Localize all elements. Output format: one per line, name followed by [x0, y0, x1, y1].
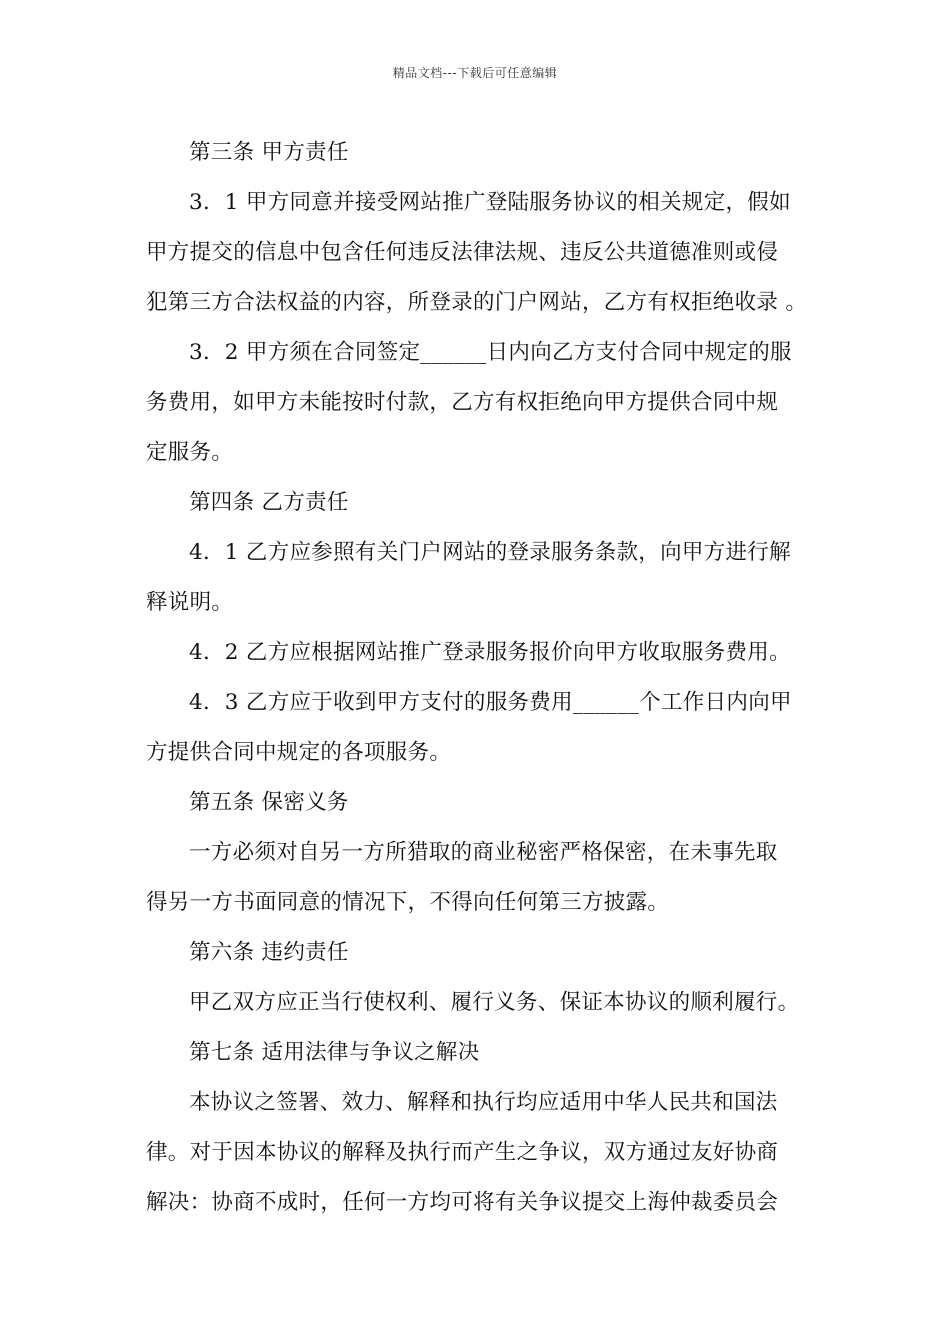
paragraph-line: 得另一方书面同意的情况下，不得向任何第三方披露。 — [146, 890, 670, 915]
paragraph-line: 甲乙双方应正当行使权利、履行义务、保证本协议的顺利履行。 — [189, 990, 800, 1015]
paragraph-line: 犯第三方合法权益的内容，所登录的门户网站，乙方有权拒绝收录 。 — [146, 290, 808, 315]
paragraph-line: 一方必须对自另一方所猎取的商业秘密严格保密，在未事先取 — [189, 840, 778, 865]
document-body — [146, 128, 814, 1228]
paragraph-line: 3．1 甲方同意并接受网站推广登陆服务协议的相关规定，假如 — [189, 190, 791, 215]
section-heading: 第五条 保密义务 — [189, 790, 349, 815]
paragraph-line: 释说明。 — [146, 590, 234, 615]
paragraph-line: 4．2 乙方应根据网站推广登录服务报价向甲方收取服务费用。 — [189, 640, 791, 665]
paragraph-line: 务费用，如甲方未能按时付款，乙方有权拒绝向甲方提供合同中规 — [146, 390, 779, 415]
paragraph-line: 本协议之签署、效力、解释和执行均应适用中华人民共和国法 — [189, 1090, 778, 1115]
paragraph-line: 4．3 乙方应于收到甲方支付的服务费用______个工作日内向甲 — [189, 690, 792, 715]
paragraph-line: 方提供合同中规定的各项服务。 — [146, 740, 452, 765]
section-heading: 第六条 违约责任 — [189, 940, 349, 965]
section-heading: 第四条 乙方责任 — [189, 490, 349, 515]
paragraph-line: 律。对于因本协议的解释及执行而产生之争议，双方通过友好协商 — [146, 1140, 779, 1165]
section-heading: 第七条 适用法律与争议之解决 — [189, 1040, 480, 1065]
paragraph-line: 4．1 乙方应参照有关门户网站的登录服务条款，向甲方进行解 — [189, 540, 791, 565]
page-header: 精品文档---下载后可任意编辑 — [392, 66, 558, 80]
paragraph-line: 解决：协商不成时，任何一方均可将有关争议提交上海仲裁委员会 — [146, 1190, 779, 1215]
paragraph-line: 3．2 甲方须在合同签定______日内向乙方支付合同中规定的服 — [189, 340, 792, 365]
paragraph-line: 甲方提交的信息中包含任何违反法律法规、违反公共道德准则或侵 — [146, 240, 779, 265]
paragraph-line: 定服务。 — [146, 440, 234, 465]
section-heading: 第三条 甲方责任 — [189, 140, 349, 165]
